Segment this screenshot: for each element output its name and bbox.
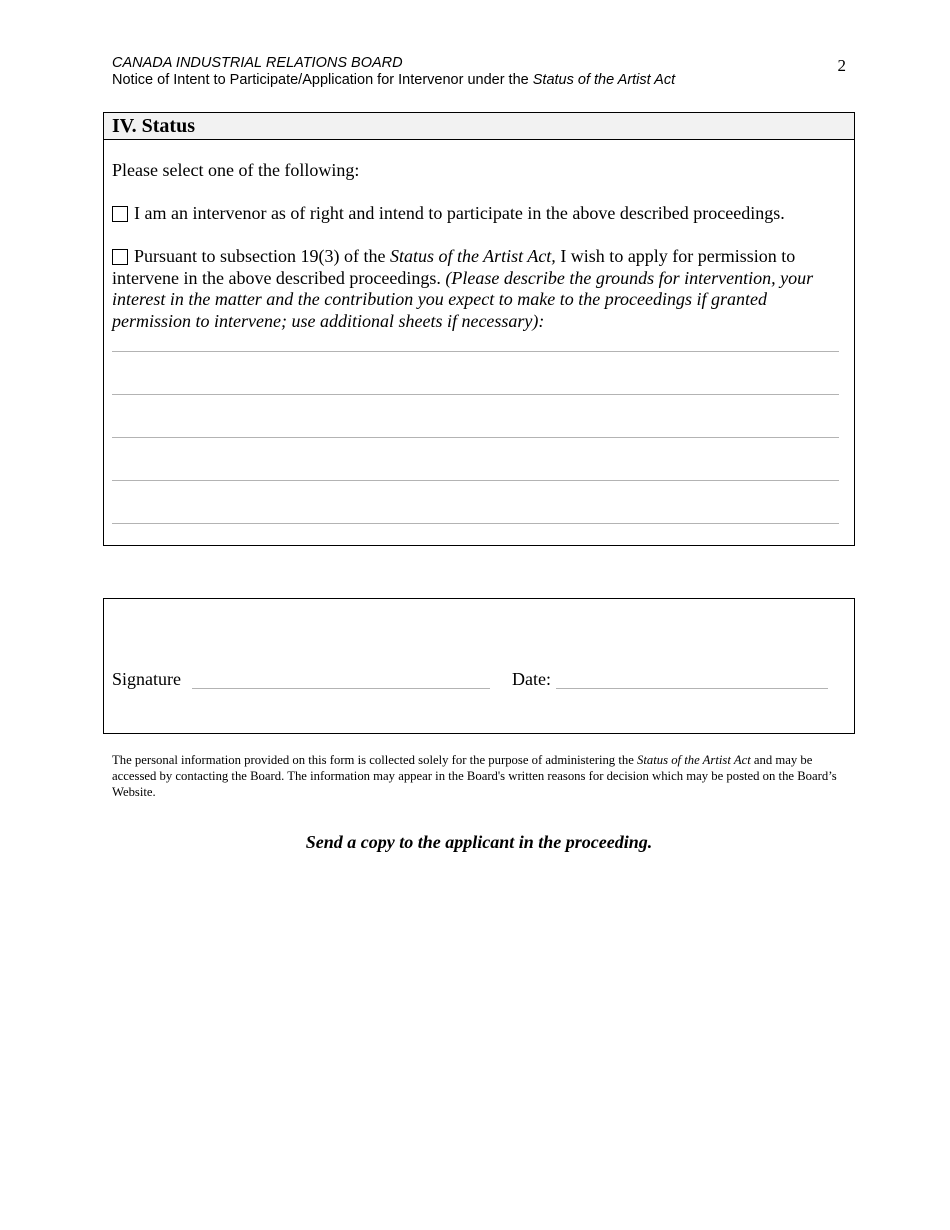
org-name: CANADA INDUSTRIAL RELATIONS BOARD bbox=[112, 55, 403, 71]
option2-instructions: (Please describe the grounds for intervention, your interest in the matter and the contribution you expect to make to the proceedings if granted permission to intervene; use additional sheets if necessary): bbox=[112, 267, 814, 331]
privacy-prefix: The personal information provided on this form is collected solely for the purpose of administering the bbox=[112, 753, 637, 767]
signature-label: Signature bbox=[112, 669, 181, 689]
form-subtitle-text: Notice of Intent to Participate/Application for Intervenor under the bbox=[112, 72, 533, 88]
status-section bbox=[103, 112, 855, 546]
document-header bbox=[112, 55, 852, 89]
intervenor-of-right-checkbox[interactable] bbox=[112, 206, 128, 222]
date-label: Date: bbox=[512, 669, 551, 689]
form-subtitle bbox=[112, 72, 852, 89]
grounds-line-4[interactable] bbox=[112, 480, 839, 481]
privacy-suffix: and may be accessed by contacting the Board. The information may appear in the Board's written reasons for decision which may be posted on the Board’s Website. bbox=[112, 753, 837, 799]
instruction-text: Please select one of the following: bbox=[112, 160, 360, 180]
option-apply-permission bbox=[112, 246, 847, 332]
section-title: IV. Status bbox=[104, 113, 854, 140]
grounds-line-5[interactable] bbox=[112, 523, 839, 524]
grounds-line-3[interactable] bbox=[112, 437, 839, 438]
send-copy-note: Send a copy to the applicant in the proceeding. bbox=[305, 832, 653, 852]
option2-act: Status of the Artist Act, bbox=[389, 246, 556, 266]
date-field[interactable] bbox=[556, 688, 828, 689]
option-intervenor-of-right bbox=[112, 203, 847, 225]
privacy-notice bbox=[112, 752, 842, 800]
privacy-act: Status of the Artist Act bbox=[637, 753, 751, 767]
grounds-line-1[interactable] bbox=[112, 351, 839, 352]
option2-middle: I wish to apply for permission to intervene in the above described proceedings. bbox=[112, 246, 796, 288]
grounds-line-2[interactable] bbox=[112, 394, 839, 395]
signature-field[interactable] bbox=[192, 688, 490, 689]
apply-permission-checkbox[interactable] bbox=[112, 249, 128, 265]
form-subtitle-act: Status of the Artist Act bbox=[532, 72, 676, 88]
option1-label: I am an intervenor as of right and intend to participate in the above described proceedings. bbox=[134, 203, 785, 223]
page-number: 2 bbox=[837, 56, 846, 75]
signature-section bbox=[103, 598, 855, 734]
option2-prefix: Pursuant to subsection 19(3) of the bbox=[134, 246, 390, 266]
